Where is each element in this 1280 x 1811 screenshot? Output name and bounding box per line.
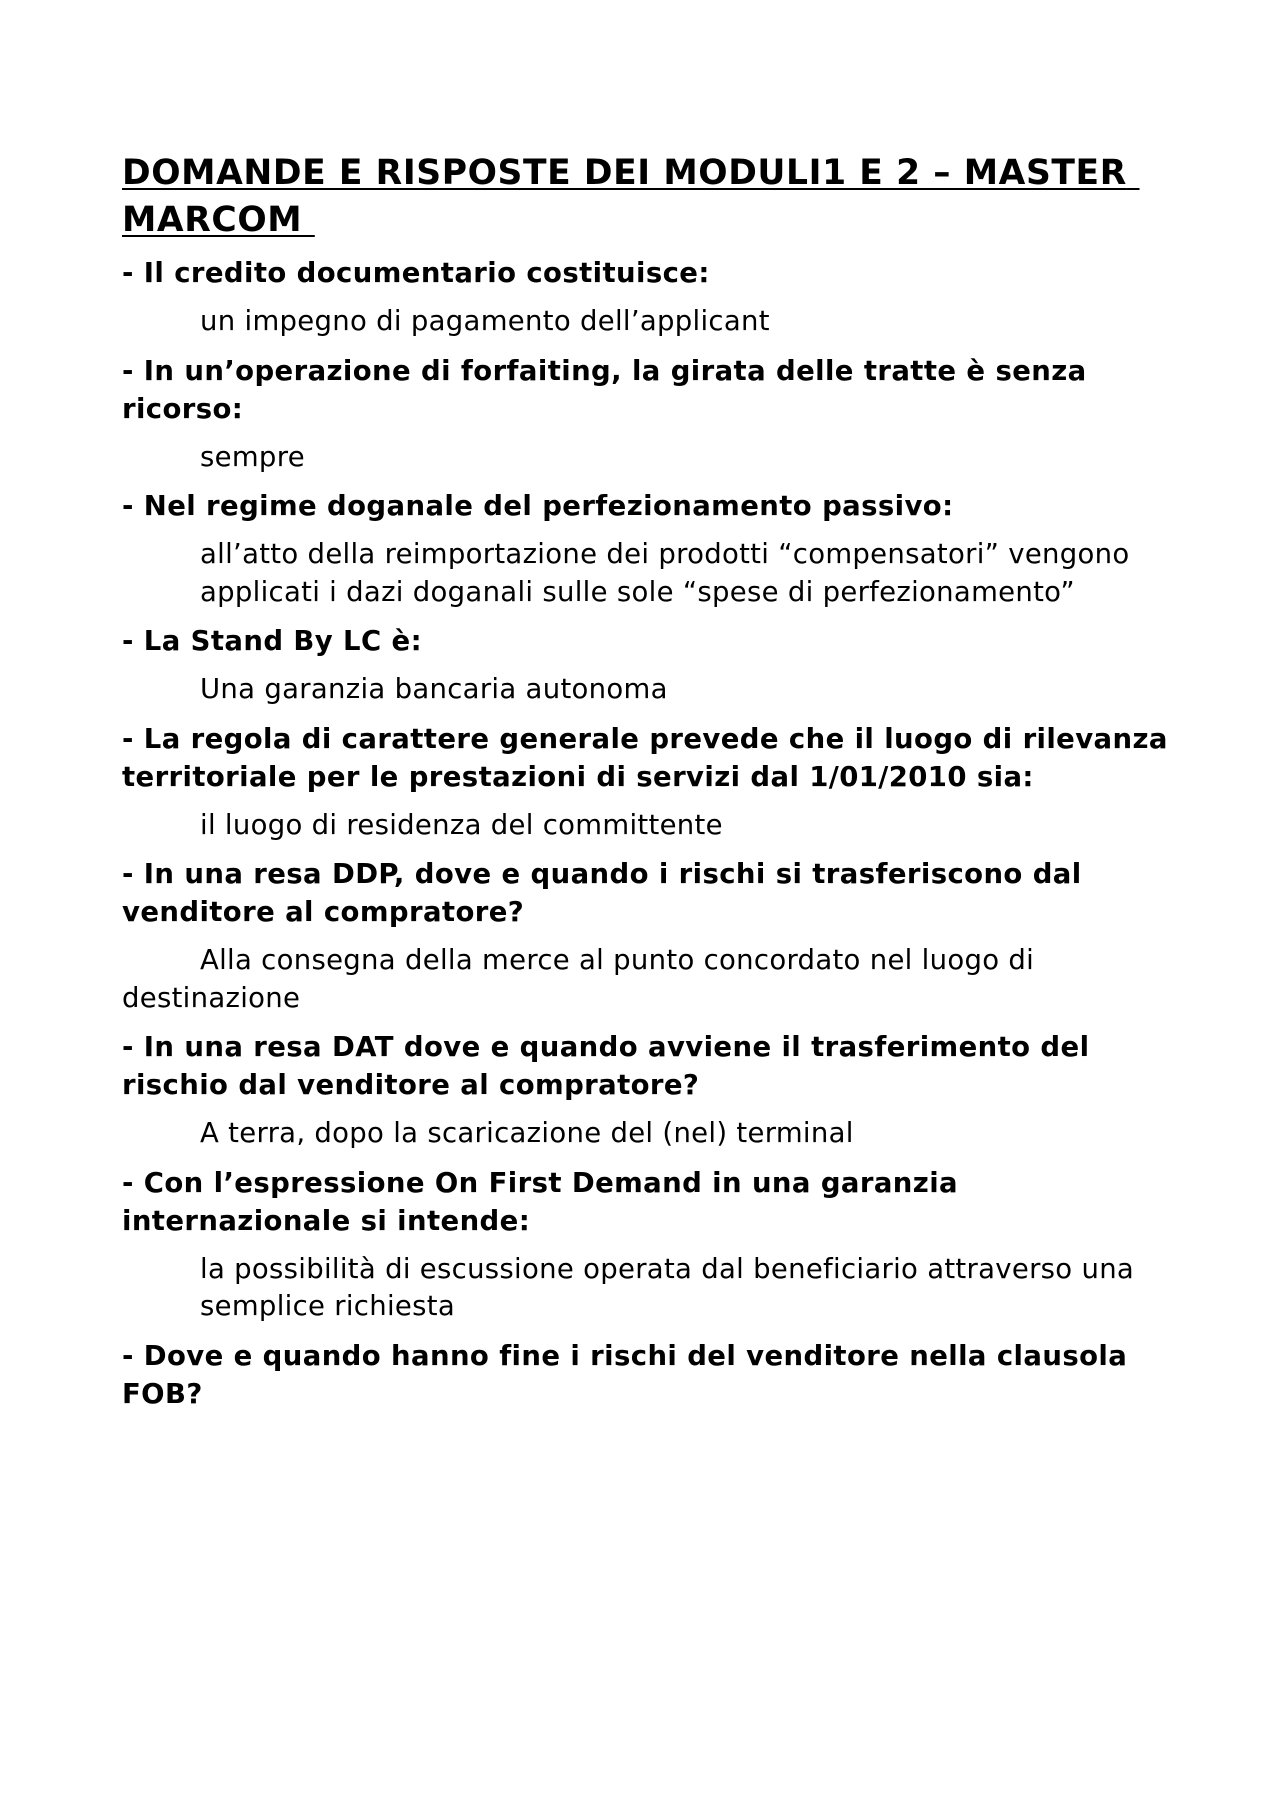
answer-5: il luogo di residenza del committente (200, 808, 723, 841)
qa-item-3 (122, 487, 1182, 611)
question-7: - In una resa DAT dove e quando avviene il trasferimento del rischio dal venditore al compratore? (122, 1031, 1090, 1101)
qa-item-4 (122, 622, 1182, 709)
qa-item-1 (122, 254, 1182, 341)
qa-item-5 (122, 720, 1182, 845)
qa-item-6 (122, 855, 1182, 1017)
document-title: DOMANDE E RISPOSTE DEI MODULI1 E 2 – MASTER MARCOM (122, 153, 1140, 240)
answer-6: Alla consegna della merce al punto concordato nel luogo di destinazione (122, 944, 1035, 1014)
answer-7: A terra, dopo la scaricazione del (nel) terminal (200, 1117, 854, 1149)
answer-3: all’atto della reimportazione dei prodotti “compensatori” vengono applicati i dazi doganali sulle sole “spese di perfezionamento” (200, 538, 1130, 608)
question-6: - In una resa DDP, dove e quando i rischi si trasferiscono dal venditore al compratore? (122, 858, 1082, 928)
question-3: - Nel regime doganale del perfezionamento passivo: (122, 490, 954, 522)
answer-4: Una garanzia bancaria autonoma (200, 673, 668, 705)
question-2: - In un’operazione di forfaiting, la girata delle tratte è senza ricorso: (122, 354, 1087, 425)
qa-item-9 (122, 1337, 1182, 1413)
answer-1: un impegno di pagamento dell’applicant (200, 305, 770, 337)
qa-item-8 (122, 1164, 1182, 1326)
document-page (122, 150, 1182, 1424)
qa-item-7 (122, 1028, 1182, 1153)
question-4: - La Stand By LC è: (122, 625, 422, 657)
answer-2: sempre (200, 440, 305, 473)
qa-item-2 (122, 352, 1182, 477)
question-1: - Il credito documentario costituisce: (122, 257, 710, 289)
answer-8: la possibilità di escussione operata dal beneficiario attraverso una semplice richiesta (200, 1252, 1135, 1322)
question-9: - Dove e quando hanno fine i rischi del venditore nella clausola FOB? (122, 1339, 1128, 1410)
question-5: - La regola di carattere generale prevede che il luogo di rilevanza territoriale per le prestazioni di servizi dal 1/01/2010 sia: (122, 722, 1168, 793)
question-8: - Con l’espressione On First Demand in una garanzia internazionale si intende: (122, 1166, 958, 1237)
